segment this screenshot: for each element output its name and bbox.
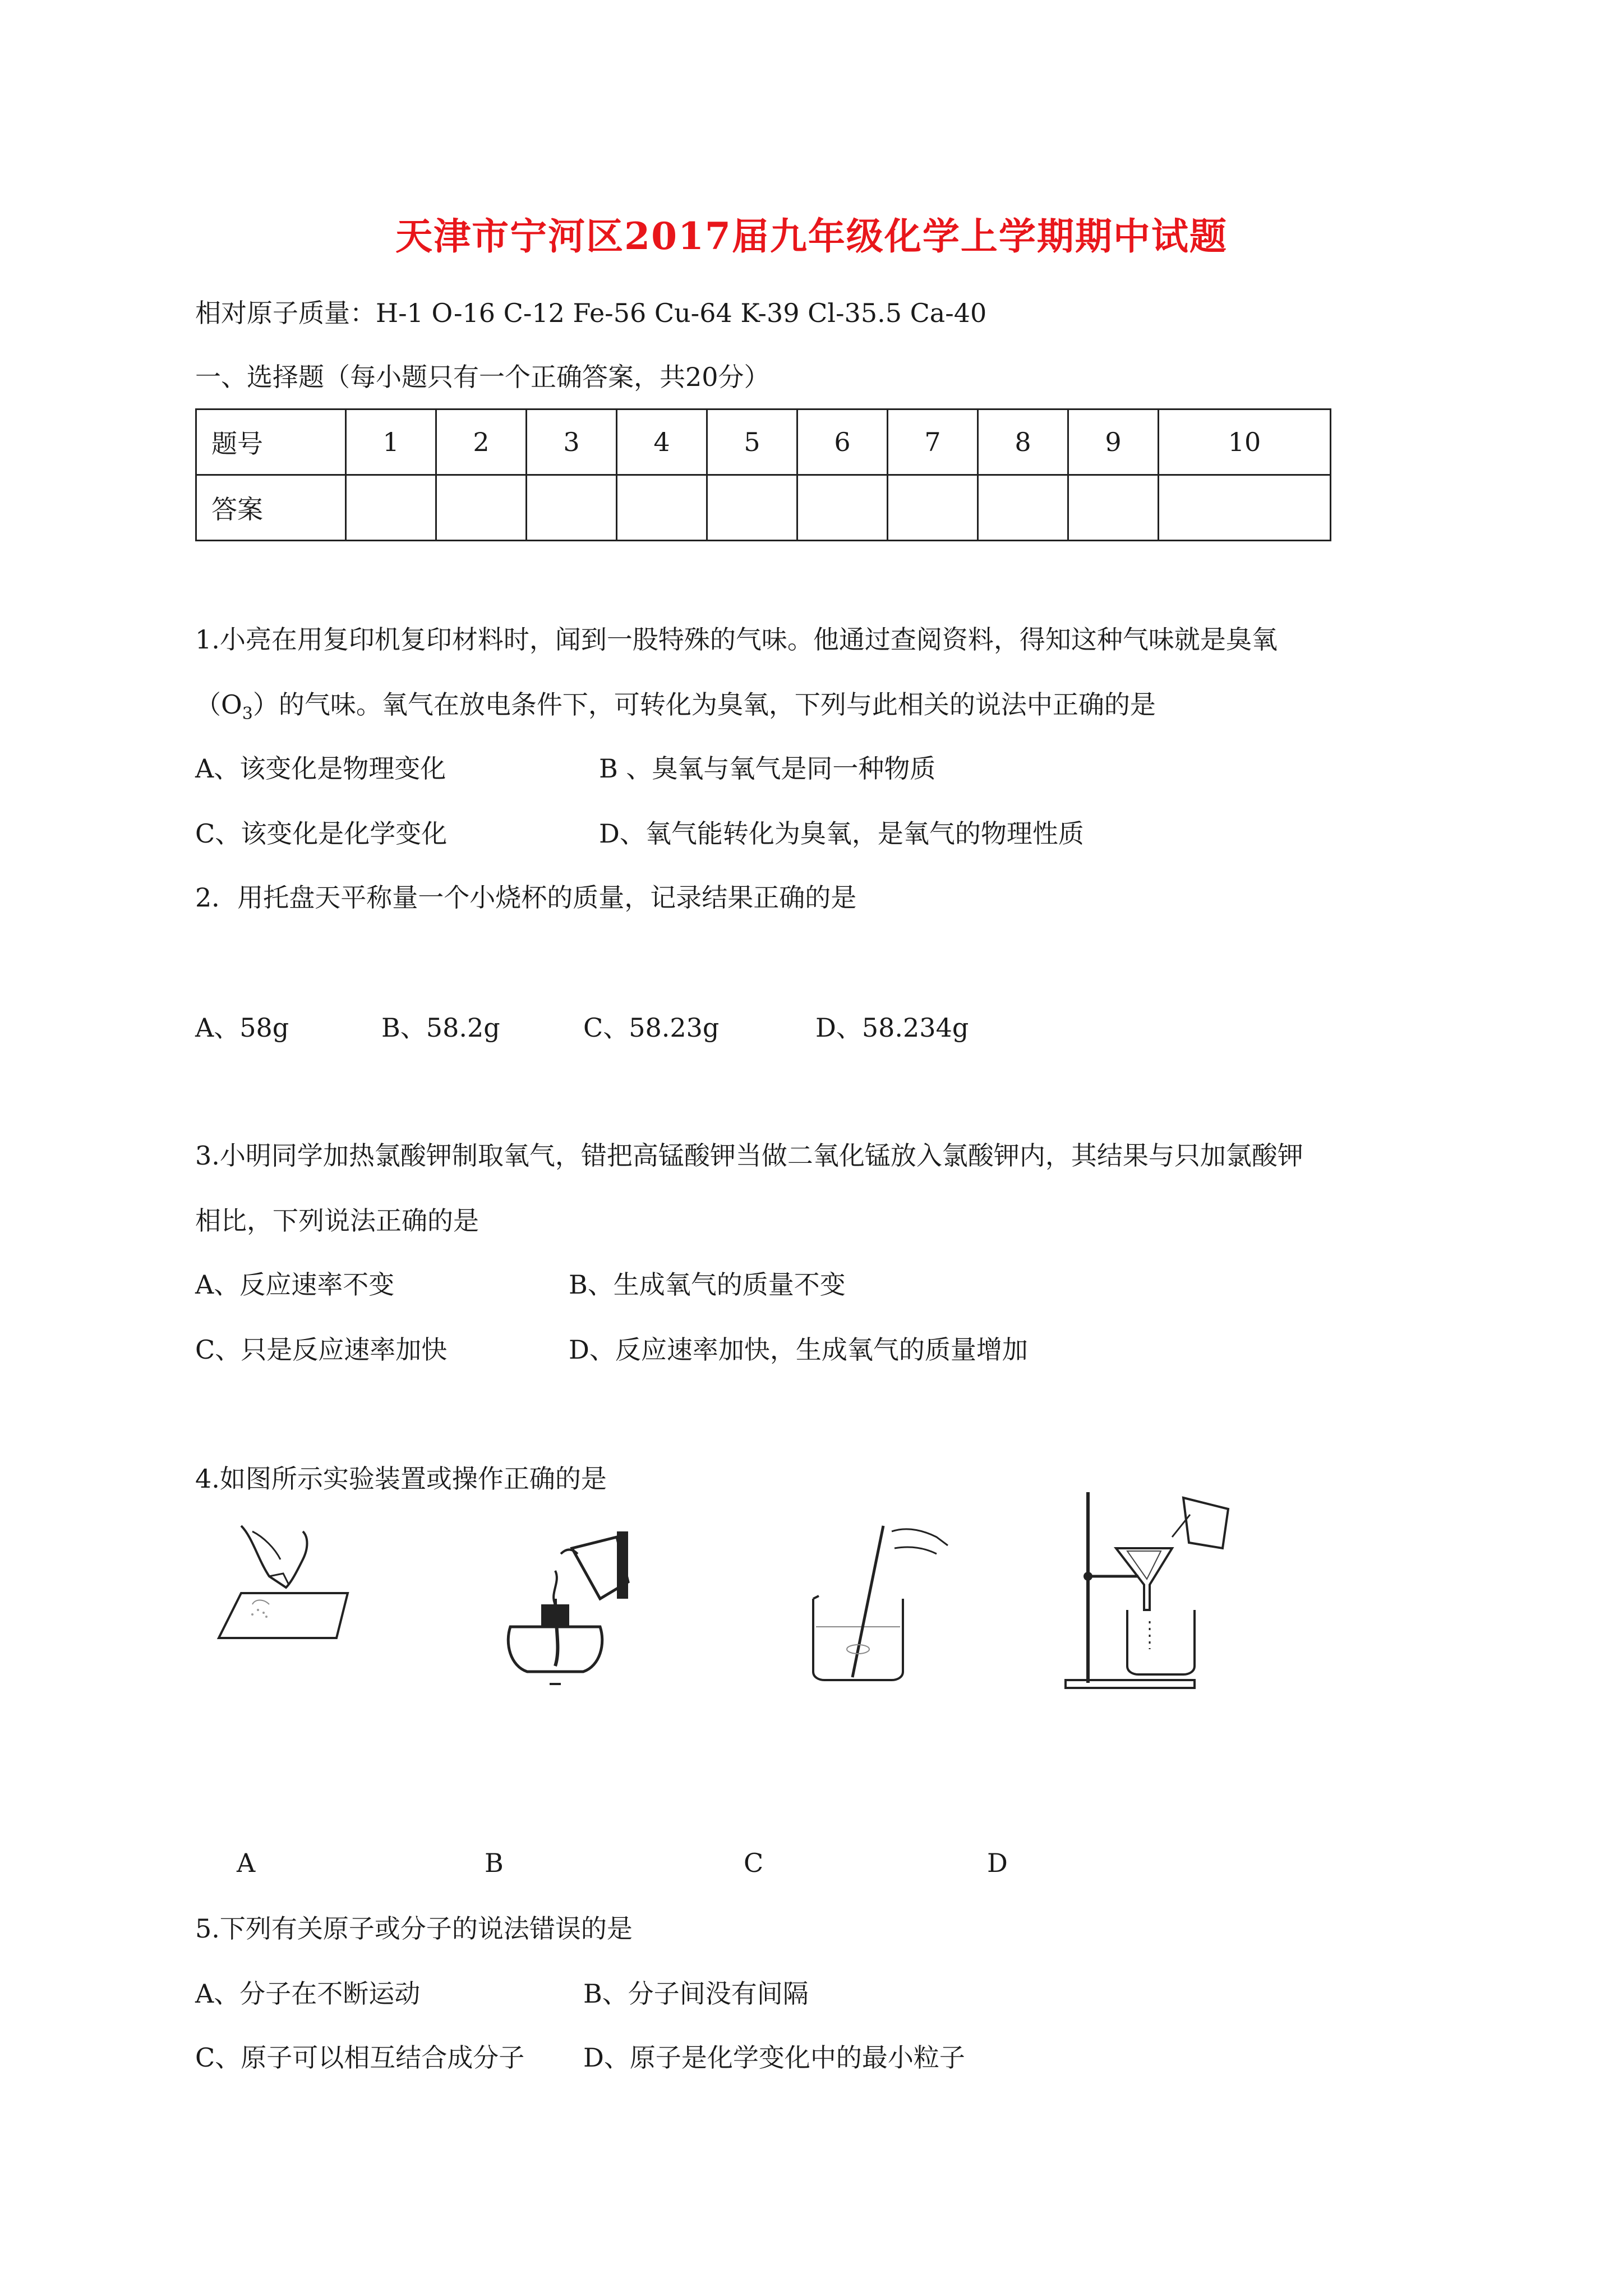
table-header-cell: 答案 bbox=[196, 475, 346, 541]
q5-option-d: D、原子是化学变化中的最小粒子 bbox=[583, 2042, 965, 2073]
question-number-cell: 1 bbox=[346, 409, 436, 475]
q2-option-a: A、58g bbox=[195, 1013, 289, 1043]
answer-cell[interactable] bbox=[888, 475, 978, 541]
answer-cell[interactable] bbox=[978, 475, 1068, 541]
answer-cell[interactable] bbox=[617, 475, 707, 541]
q5-option-c: C、原子可以相互结合成分子 bbox=[195, 2042, 525, 2073]
q1-option-d: D、氧气能转化为臭氧，是氧气的物理性质 bbox=[599, 818, 1084, 849]
q2-option-d: D、58.234g bbox=[815, 1013, 969, 1043]
q4-stem: 4.如图所示实验装置或操作正确的是 bbox=[195, 1464, 607, 1494]
figure-label-a: A bbox=[237, 1848, 256, 1878]
q2-option-c: C、58.23g bbox=[583, 1013, 720, 1043]
answer-cell[interactable] bbox=[346, 475, 436, 541]
q2-option-b: B、58.2g bbox=[381, 1013, 500, 1043]
q1-subscript: 3 bbox=[242, 704, 253, 724]
figure-a-powder-on-paper bbox=[168, 1515, 359, 1660]
q1-stem-part: （O bbox=[195, 689, 242, 720]
question-number-cell: 6 bbox=[797, 409, 888, 475]
atomic-masses: 相对原子质量：H-1 O-16 C-12 Fe-56 Cu-64 K-39 Cl-35.5 Ca-40 bbox=[195, 298, 987, 328]
q1-option-a: A、该变化是物理变化 bbox=[195, 753, 446, 784]
q5-option-b: B、分子间没有间隔 bbox=[583, 1978, 809, 2009]
figure-c-beaker-stirring bbox=[796, 1515, 965, 1683]
q1-stem-line2 bbox=[195, 689, 1156, 730]
question-number-cell: 10 bbox=[1159, 409, 1331, 475]
question-number-cell: 9 bbox=[1068, 409, 1159, 475]
answer-cell[interactable] bbox=[436, 475, 527, 541]
q5-option-a: A、分子在不断运动 bbox=[195, 1978, 421, 2009]
answer-table bbox=[195, 408, 1331, 541]
q1-option-b: B 、臭氧与氧气是同一种物质 bbox=[599, 753, 936, 784]
q1-option-c: C、该变化是化学变化 bbox=[195, 818, 448, 849]
answer-cell[interactable] bbox=[797, 475, 888, 541]
figure-label-c: C bbox=[744, 1848, 764, 1878]
question-number-cell: 2 bbox=[436, 409, 527, 475]
question-number-cell: 4 bbox=[617, 409, 707, 475]
figure-label-b: B bbox=[485, 1848, 504, 1878]
section-heading: 一、选择题（每小题只有一个正确答案，共20分） bbox=[195, 362, 770, 392]
answer-cell[interactable] bbox=[527, 475, 617, 541]
figure-label-d: D bbox=[987, 1848, 1008, 1878]
q3-option-b: B、生成氧气的质量不变 bbox=[569, 1269, 846, 1300]
q3-option-c: C、只是反应速率加快 bbox=[195, 1335, 448, 1365]
figure-d-filtration bbox=[1060, 1481, 1262, 1694]
q3-stem-line2: 相比，下列说法正确的是 bbox=[195, 1205, 479, 1236]
q1-stem-part: ）的气味。氧气在放电条件下，可转化为臭氧，下列与此相关的说法中正确的是 bbox=[252, 689, 1156, 720]
question-number-cell: 7 bbox=[888, 409, 978, 475]
question-number-cell: 8 bbox=[978, 409, 1068, 475]
table-row bbox=[196, 409, 1331, 475]
page-title: 天津市宁河区2017届九年级化学上学期期中试题 bbox=[395, 214, 1228, 258]
q1-stem-line1: 1.小亮在用复印机复印材料时，闻到一股特殊的气味。他通过查阅资料，得知这种气味就是臭氧 bbox=[195, 624, 1278, 655]
answer-cell[interactable] bbox=[1159, 475, 1331, 541]
answer-cell[interactable] bbox=[707, 475, 797, 541]
answer-cell[interactable] bbox=[1068, 475, 1159, 541]
question-number-cell: 3 bbox=[527, 409, 617, 475]
q3-option-a: A、反应速率不变 bbox=[195, 1269, 395, 1300]
question-number-cell: 5 bbox=[707, 409, 797, 475]
q5-stem: 5.下列有关原子或分子的说法错误的是 bbox=[195, 1913, 633, 1944]
q3-option-d: D、反应速率加快，生成氧气的质量增加 bbox=[569, 1335, 1028, 1365]
table-row bbox=[196, 475, 1331, 541]
table-header-cell: 题号 bbox=[196, 409, 346, 475]
q3-stem-line1: 3.小明同学加热氯酸钾制取氧气，错把高锰酸钾当做二氧化锰放入氯酸钾内，其结果与只加氯酸钾 bbox=[195, 1140, 1303, 1171]
q2-stem: 2．用托盘天平称量一个小烧杯的质量，记录结果正确的是 bbox=[195, 882, 857, 913]
figure-b-alcohol-lamps bbox=[488, 1515, 656, 1694]
